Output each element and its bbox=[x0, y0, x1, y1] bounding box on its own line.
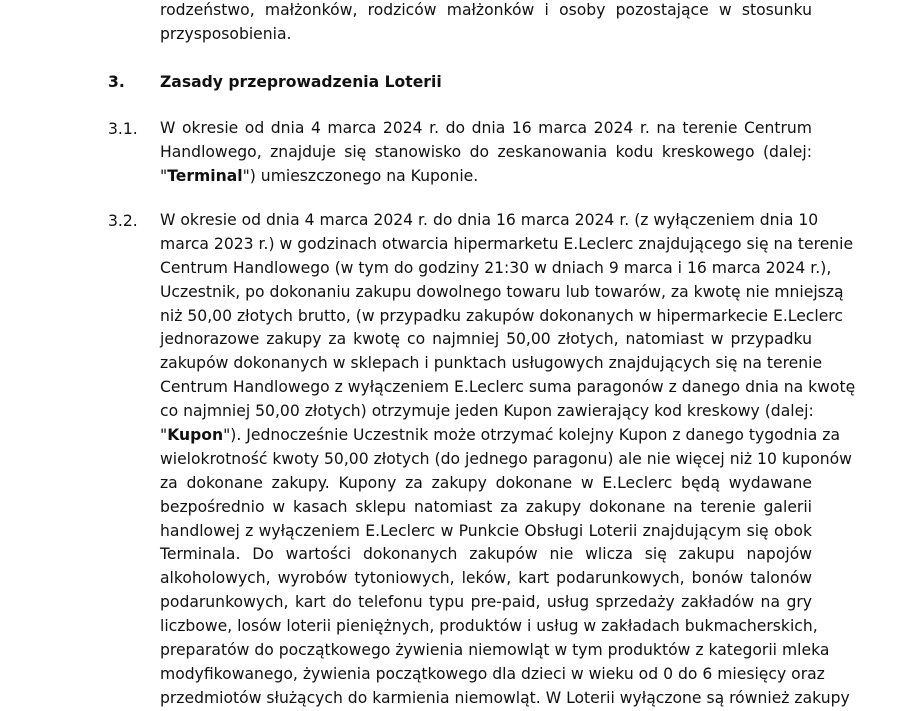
paragraph-line: W okresie od dnia 4 marca 2024 r. do dnia 16 marca 2024 r. na terenie Centrum bbox=[160, 119, 812, 137]
paragraph-line: marca 2023 r.) w godzinach otwarcia hipermarketu E.Leclerc znajdującego się na terenie bbox=[160, 234, 854, 253]
paragraph-line: Terminala. Do wartości dokonanych zakupów nie wlicza się zakupu napojów bbox=[160, 545, 812, 564]
paragraph-line: liczbowe, losów loterii pieniężnych, produktów i usług w zakładach bukmacherskich, bbox=[160, 617, 818, 636]
quote-open: " bbox=[160, 166, 168, 185]
defined-term-terminal: Terminal bbox=[167, 166, 243, 185]
paragraph-line: jednorazowe zakupy za kwotę co najmniej 50,00 złotych, natomiast w przypadku bbox=[160, 330, 812, 349]
paragraph-line: zakupów dokonanych w sklepach i punktach usługowych znajdujących się na terenie bbox=[160, 354, 823, 373]
paragraph-line: modyfikowanego, żywienia początkowego dla dzieci w wieku od 0 do 6 miesięcy oraz bbox=[160, 664, 825, 683]
paragraph-line: niż 50,00 złotych brutto, (w przypadku zakupów dokonanych w hipermarkecie E.Leclerc bbox=[160, 306, 843, 325]
paragraph-line: alkoholowych, wyrobów tytoniowych, leków, kart podarunkowych, bonów talonów bbox=[160, 569, 812, 588]
paragraph-line: podarunkowych, kart do telefonu typu pre-paid, usług sprzedaży zakładów na gry bbox=[160, 593, 812, 612]
quote-open: " bbox=[160, 426, 168, 445]
paragraph-line: Handlowego, znajduje się stanowisko do zeskanowania kodu kreskowego (dalej: bbox=[160, 142, 812, 161]
intro-line: rodzeństwo, małżonków, rodziców małżonków i osoby pozostające w stosunku bbox=[160, 1, 812, 19]
paragraph-line bbox=[160, 424, 841, 448]
section-title: Zasady przeprowadzenia Loterii bbox=[160, 73, 442, 91]
paragraph-line: Centrum Handlowego (w tym do godziny 21:30 w dniach 9 marca i 16 marca 2024 r.), bbox=[160, 258, 832, 277]
intro-line: przysposobienia. bbox=[160, 24, 292, 43]
paragraph-3-2 bbox=[160, 209, 856, 711]
intro-paragraph bbox=[160, 0, 812, 47]
line-text: "). Jednocześnie Uczestnik może otrzymać kolejny Kupon z danego tygodnia za bbox=[223, 426, 841, 445]
paragraph-line: za dokonane zakupy. Kupony za zakupy dokonane w E.Leclerc będą wydawane bbox=[160, 473, 812, 492]
line-text: ") umieszczonego na Kuponie. bbox=[242, 166, 479, 185]
paragraph-number: 3.1. bbox=[108, 120, 138, 138]
paragraph-line: Centrum Handlowego z wyłączeniem E.Leclerc suma paragonów z danego dnia na kwotę bbox=[160, 378, 856, 397]
paragraph-line: przedmiotów służących do karmienia niemowląt. W Loterii wyłączone są również zakupy bbox=[160, 688, 850, 707]
paragraph-line: W okresie od dnia 4 marca 2024 r. do dnia 16 marca 2024 r. (z wyłączeniem dnia 10 bbox=[160, 211, 819, 229]
paragraph-3-1 bbox=[160, 117, 812, 189]
paragraph-line: wielokrotność kwoty 50,00 złotych (do jednego paragonu) ale nie więcej niż 10 kuponów bbox=[160, 449, 852, 468]
defined-term-kupon: Kupon bbox=[167, 426, 224, 445]
paragraph-line: handlowej z wyłączeniem E.Leclerc w Punkcie Obsługi Loterii znajdującym się obok bbox=[160, 521, 812, 540]
paragraph-line: preparatów do początkowego żywienia niemowląt w tym produktów z kategorii mleka bbox=[160, 641, 830, 660]
section-number: 3. bbox=[108, 73, 125, 91]
paragraph-line: Uczestnik, po dokonaniu zakupu dowolnego towaru lub towarów, za kwotę nie mniejszą bbox=[160, 282, 844, 301]
paragraph-number: 3.2. bbox=[108, 212, 138, 230]
paragraph-line bbox=[160, 165, 812, 189]
paragraph-line: co najmniej 50,00 złotych) otrzymuje jeden Kupon zawierający kod kreskowy (dalej: bbox=[160, 402, 814, 421]
paragraph-line: bezpośrednio w kasach sklepu natomiast za zakupy dokonane na terenie galerii bbox=[160, 497, 812, 516]
